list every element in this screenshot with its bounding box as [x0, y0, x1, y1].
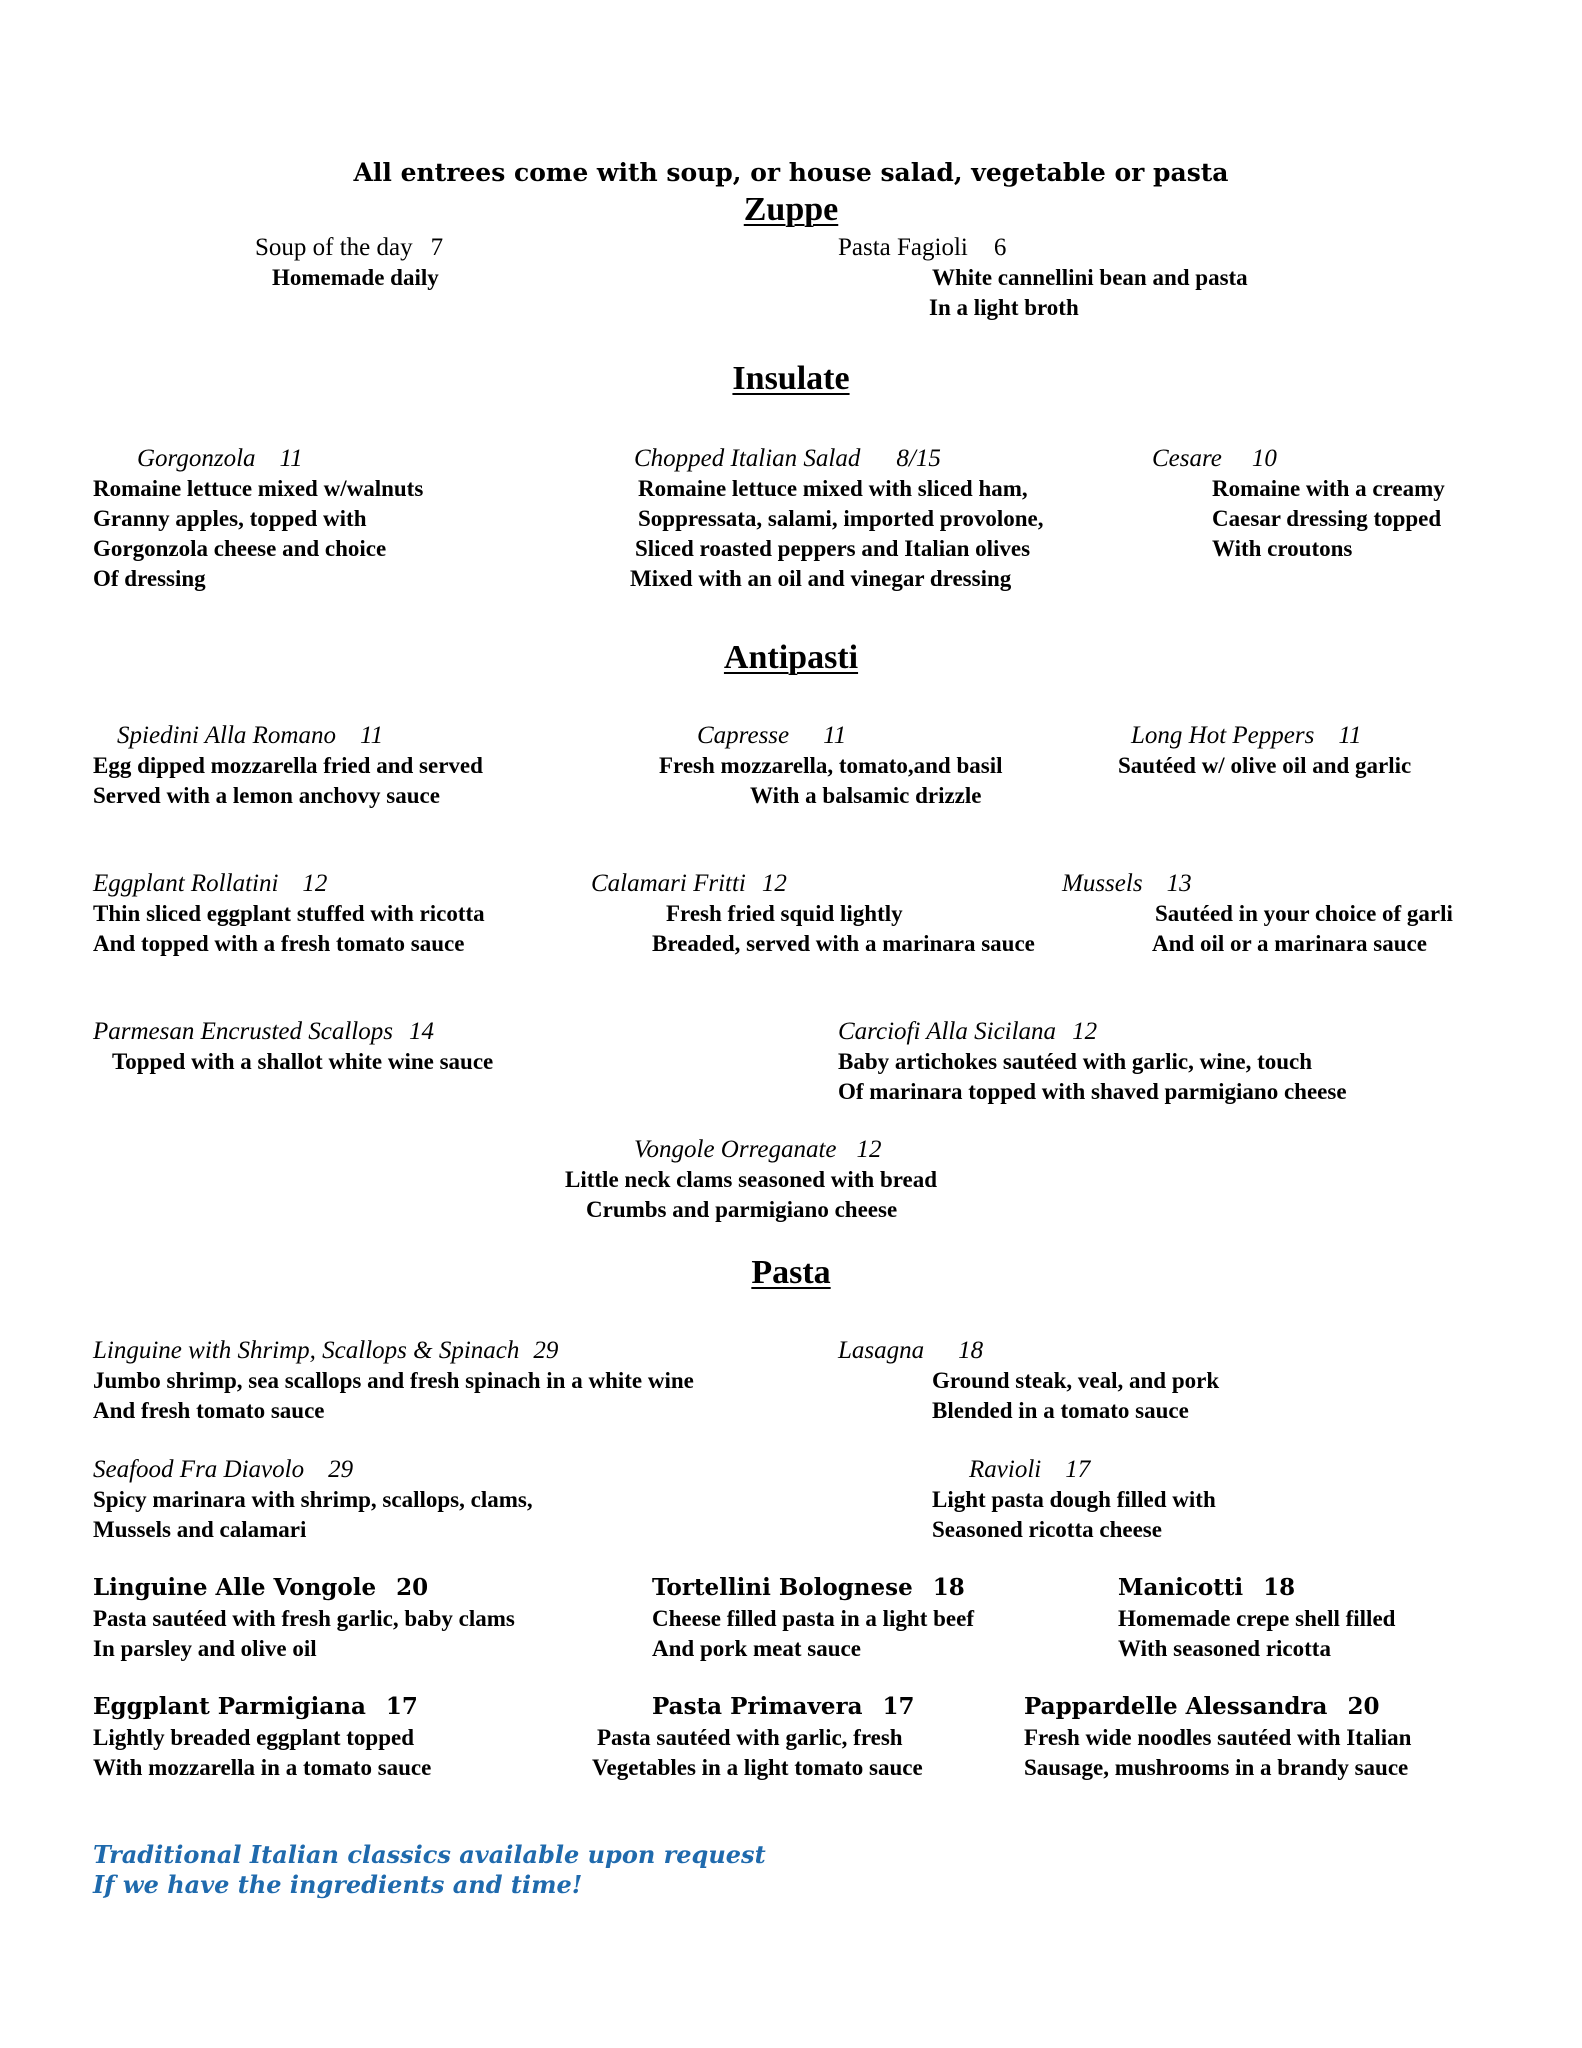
menu-item-desc: Fresh wide noodles sautéed with Italian: [1024, 1725, 1412, 1750]
footer-note-line: If we have the ingredients and time!: [93, 1870, 583, 1899]
menu-item-desc: Sausage, mushrooms in a brandy sauce: [1024, 1755, 1409, 1780]
menu-item-desc: With seasoned ricotta: [1118, 1636, 1331, 1661]
menu-item-desc: Blended in a tomato sauce: [932, 1398, 1189, 1423]
menu-item-price: 14: [408, 1018, 434, 1045]
menu-item-desc: Ground steak, veal, and pork: [932, 1368, 1220, 1393]
menu-item-desc: Gorgonzola cheese and choice: [93, 536, 387, 561]
menu-item-name: Linguine with Shrimp, Scallops & Spinach 29: [93, 1337, 559, 1364]
menu-item-name: Long Hot Peppers 11: [1131, 722, 1362, 749]
menu-item-price: 18: [958, 1337, 984, 1364]
menu-item-price: 6: [993, 234, 1007, 261]
menu-item-name: Lasagna 18: [838, 1337, 984, 1364]
menu-item-desc: Spicy marinara with shrimp, scallops, clams,: [93, 1487, 533, 1512]
section-title-insulate: Insulate: [732, 360, 850, 397]
menu-item-name: Mussels 13: [1062, 870, 1192, 897]
menu-item-price: 12: [302, 870, 328, 897]
menu-item-price: 8/15: [896, 445, 941, 472]
footer-note-line: Traditional Italian classics available upon request: [93, 1840, 766, 1869]
menu-item-desc: Light pasta dough filled with: [932, 1487, 1216, 1512]
menu-item-desc: Pasta sautéed with garlic, fresh: [597, 1725, 903, 1750]
menu-item-desc: In parsley and olive oil: [93, 1636, 317, 1661]
menu-item-desc: With croutons: [1212, 536, 1353, 561]
menu-item-desc: Homemade daily: [272, 265, 439, 290]
menu-item-price: 17: [1065, 1456, 1091, 1483]
section-title-pasta: Pasta: [751, 1254, 831, 1291]
menu-item-name: Pasta Fagioli 6: [838, 234, 1007, 261]
menu-item-name: Linguine Alle Vongole 20: [93, 1574, 429, 1601]
section-title-antipasti: Antipasti: [723, 639, 859, 676]
menu-item-price: 11: [823, 722, 847, 749]
intro-line: All entrees come with soup, or house salad, vegetable or pasta: [353, 158, 1229, 187]
menu-item-price: 13: [1166, 870, 1192, 897]
menu-item-desc: Soppressata, salami, imported provolone,: [638, 506, 1044, 531]
menu-item-name: Gorgonzola 11: [137, 445, 303, 472]
menu-item-price: 12: [761, 870, 787, 897]
menu-item-desc: Pasta sautéed with fresh garlic, baby clams: [93, 1606, 515, 1631]
menu-item-desc: And pork meat sauce: [652, 1636, 861, 1661]
menu-item-price: 10: [1251, 445, 1277, 472]
menu-item-name: Pappardelle Alessandra 20: [1024, 1693, 1380, 1720]
menu-item-desc: Lightly breaded eggplant topped: [93, 1725, 414, 1750]
menu-item-desc: With a balsamic drizzle: [750, 783, 982, 808]
menu-item-name: Manicotti 18: [1118, 1574, 1296, 1601]
menu-item-desc: Breaded, served with a marinara sauce: [652, 931, 1035, 956]
menu-item-desc: And oil or a marinara sauce: [1152, 931, 1427, 956]
menu-item-name: Spiedini Alla Romano 11: [117, 722, 384, 749]
menu-item-desc: Crumbs and parmigiano cheese: [586, 1197, 898, 1222]
menu-item-name: Calamari Fritti 12: [591, 870, 787, 897]
menu-item-name: Pasta Primavera 17: [652, 1693, 915, 1720]
menu-item-desc: Mixed with an oil and vinegar dressing: [630, 566, 1012, 591]
menu-item-desc: White cannellini bean and pasta: [932, 265, 1248, 290]
menu-item-desc: Romaine lettuce mixed w/walnuts: [93, 476, 424, 501]
menu-item-desc: Caesar dressing topped: [1212, 506, 1442, 531]
menu-item-desc: Mussels and calamari: [93, 1517, 307, 1542]
menu-item-desc: Baby artichokes sautéed with garlic, wine, touch: [838, 1049, 1313, 1074]
menu-item-name: Cesare 10: [1152, 445, 1277, 472]
menu-item-name: Parmesan Encrusted Scallops 14: [93, 1018, 434, 1045]
menu-item-desc: Fresh mozzarella, tomato,and basil: [659, 753, 1003, 778]
menu-item-name: Capresse 11: [697, 722, 847, 749]
menu-item-price: 20: [396, 1574, 429, 1601]
menu-item-desc: Of dressing: [93, 566, 206, 591]
menu-item-desc: Cheese filled pasta in a light beef: [652, 1606, 974, 1631]
menu-item-price: 20: [1347, 1693, 1380, 1720]
menu-item-desc: Egg dipped mozzarella fried and served: [93, 753, 483, 778]
menu-item-desc: Sliced roasted peppers and Italian olives: [635, 536, 1031, 561]
menu-item-price: 11: [359, 722, 384, 749]
menu-item-name: Chopped Italian Salad 8/15: [634, 445, 941, 472]
menu-item-desc: With mozzarella in a tomato sauce: [93, 1755, 432, 1780]
menu-item-price: 17: [882, 1693, 915, 1720]
menu-item-desc: Little neck clams seasoned with bread: [565, 1167, 938, 1192]
menu-item-desc: Romaine with a creamy: [1212, 476, 1445, 501]
menu-item-name: Vongole Orreganate 12: [634, 1136, 882, 1163]
menu-item-desc: Topped with a shallot white wine sauce: [112, 1049, 494, 1074]
menu-item-desc: Romaine lettuce mixed with sliced ham,: [638, 476, 1028, 501]
menu-item-desc: Fresh fried squid lightly: [666, 901, 903, 926]
menu-item-desc: Sautéed w/ olive oil and garlic: [1118, 753, 1412, 778]
menu-item-price: 7: [430, 234, 444, 261]
menu-item-desc: Homemade crepe shell filled: [1118, 1606, 1396, 1631]
menu-item-desc: Seasoned ricotta cheese: [932, 1517, 1162, 1542]
menu-item-desc: In a light broth: [929, 295, 1079, 320]
menu-item-price: 11: [279, 445, 303, 472]
menu-item-name: Eggplant Rollatini 12: [93, 870, 328, 897]
menu-item-name: Seafood Fra Diavolo 29: [93, 1456, 354, 1483]
menu-item-price: 12: [856, 1136, 882, 1163]
menu-item-desc: Granny apples, topped with: [93, 506, 367, 531]
menu-item-desc: And topped with a fresh tomato sauce: [93, 931, 465, 956]
menu-item-desc: Served with a lemon anchovy sauce: [93, 783, 440, 808]
menu-item-desc: Sautéed in your choice of garli: [1155, 901, 1453, 926]
menu-item-name: Carciofi Alla Sicilana 12: [838, 1018, 1098, 1045]
section-title-zuppe: Zuppe: [743, 191, 839, 228]
menu-item-price: 18: [1263, 1574, 1296, 1601]
menu-item-desc: Thin sliced eggplant stuffed with ricotta: [93, 901, 485, 926]
menu-item-desc: Jumbo shrimp, sea scallops and fresh spinach in a white wine: [93, 1368, 694, 1393]
menu-item-price: 17: [385, 1693, 418, 1720]
menu-item-desc: And fresh tomato sauce: [93, 1398, 325, 1423]
menu-item-desc: Of marinara topped with shaved parmigiano cheese: [838, 1079, 1347, 1104]
menu-item-name: Soup of the day 7: [255, 234, 444, 261]
menu-item-desc: Vegetables in a light tomato sauce: [592, 1755, 923, 1780]
menu-item-name: Tortellini Bolognese 18: [652, 1574, 965, 1601]
menu-item-name: Eggplant Parmigiana 17: [93, 1693, 418, 1720]
menu-item-name: Ravioli 17: [969, 1456, 1091, 1483]
menu-item-price: 29: [533, 1337, 559, 1364]
menu-item-price: 18: [932, 1574, 965, 1601]
menu-item-price: 11: [1338, 722, 1362, 749]
menu-item-price: 12: [1072, 1018, 1098, 1045]
menu-item-price: 29: [328, 1456, 354, 1483]
